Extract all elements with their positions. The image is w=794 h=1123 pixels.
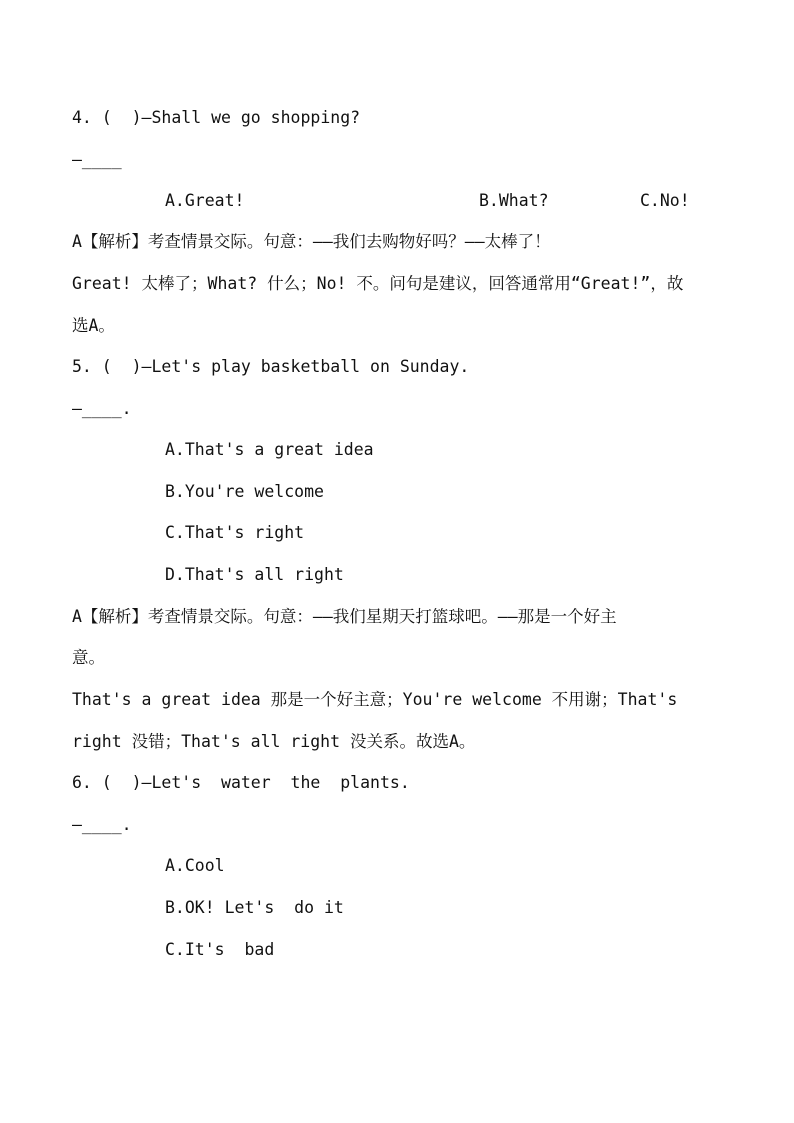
question-6-blank: —____. (72, 815, 132, 834)
question-5-analysis-line-1: A【解析】考查情景交际。句意：——我们星期天打篮球吧。——那是一个好主 (72, 607, 617, 626)
question-4-option-c: C.No! (640, 191, 690, 210)
question-5-analysis-line-4: right 没错；That's all right 没关系。故选A。 (72, 732, 476, 751)
question-4-option-a: A.Great! (165, 191, 245, 210)
question-5-option-a: A.That's a great idea (165, 440, 374, 459)
question-5-option-b: B.You're welcome (165, 482, 324, 501)
question-6-option-c: C.It's bad (165, 940, 275, 959)
question-6-option-a: A.Cool (165, 856, 225, 875)
question-5-analysis-line-2: 意。 (72, 648, 105, 667)
question-5-option-c: C.That's right (165, 523, 305, 542)
question-5-analysis-line-3: That's a great idea 那是一个好主意；You're welcome 不用谢；That's (72, 690, 678, 709)
question-5-stem: 5. ( )—Let's play basketball on Sunday. (72, 357, 470, 376)
question-4-analysis-line-1: A【解析】考查情景交际。句意：——我们去购物好吗？——太棒了！ (72, 232, 551, 251)
question-5-blank: —____. (72, 399, 132, 418)
question-6-option-b: B.OK! Let's do it (165, 898, 344, 917)
question-4-option-b: B.What? (479, 191, 549, 210)
question-6-stem: 6. ( )—Let's water the plants. (72, 773, 410, 792)
question-4-analysis-line-2: Great! 太棒了；What? 什么；No! 不。问句是建议，回答通常用“Great!”，故 (72, 274, 684, 293)
question-4-analysis-line-3: 选A。 (72, 316, 115, 335)
question-4-blank: —____ (72, 150, 122, 169)
question-4-stem: 4. ( )—Shall we go shopping? (72, 108, 361, 127)
question-5-option-d: D.That's all right (165, 565, 344, 584)
